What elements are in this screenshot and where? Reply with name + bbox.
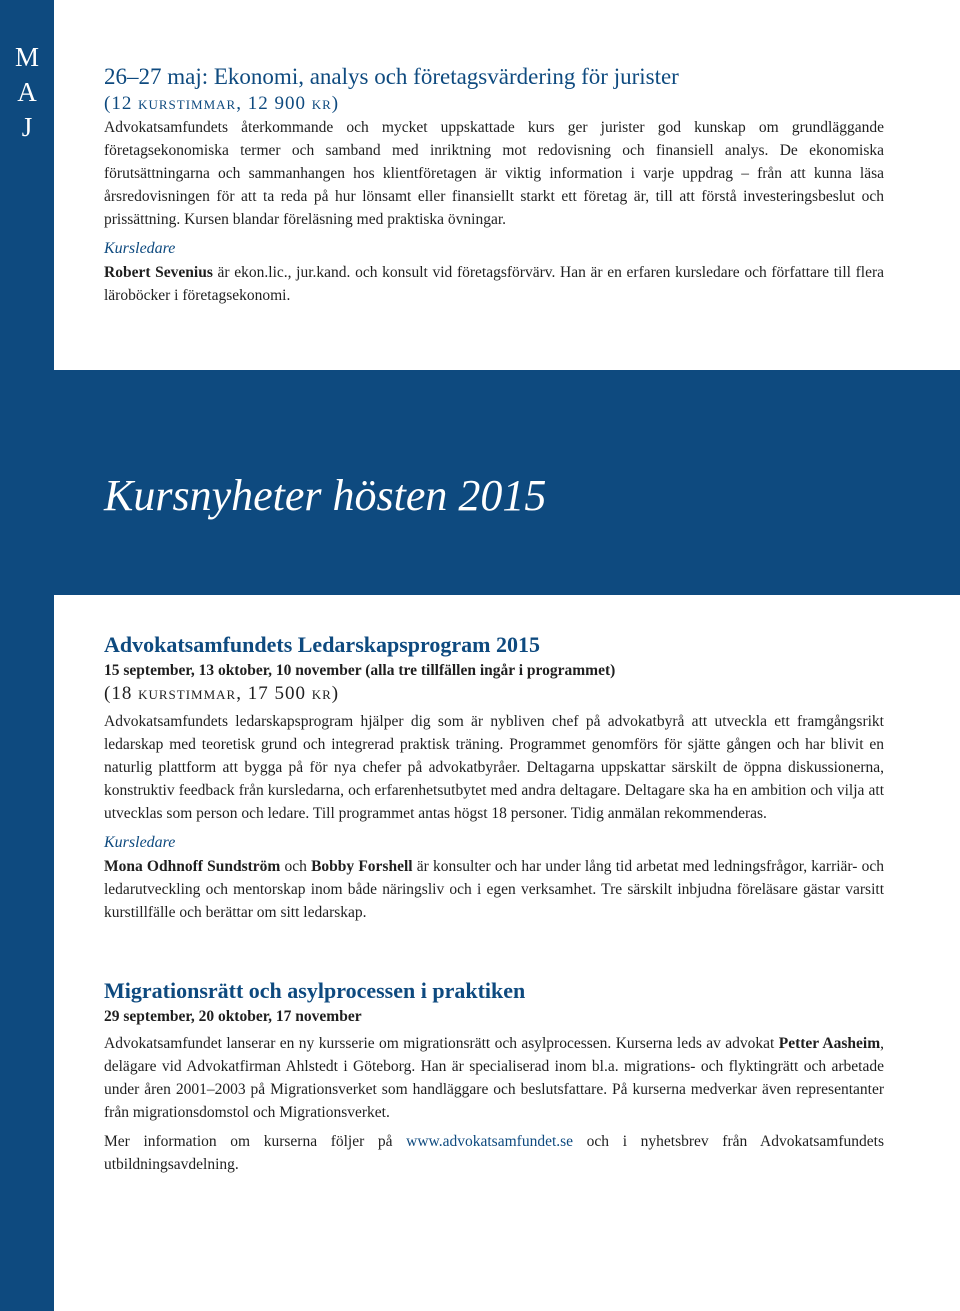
program-description: Advokatsamfundets ledarskapsprogram hjälper dig som är nybliven chef på advokatbyrå att utveckla ett framgångsrikt ledarskap med teoretisk grund och integrerad praktisk träning. Programmet genomförs för sjätte gången och har blivit en naturlig plattform att bygga på för nya chefer på advokatbyråer. Deltagarna uppskattar särskilt de öppna diskussionerna, konstruktiv feedback från kursledarna, och erfarenhetsutbytet med andra deltagare. Deltagare ska ha en ambition och vilja att utvecklas som person och ledare. Till programmet antas högst 18 personer. Tidig anmälan rekommenderas. — [104, 713, 884, 822]
program-title: Advokatsamfundets Ledarskapsprogram 2015 — [104, 632, 540, 657]
info-text: Mer information om kurserna följer på — [104, 1133, 407, 1150]
migration-info — [104, 1130, 884, 1176]
course-leader-heading: Kursledare — [104, 240, 176, 257]
migration-description — [104, 1032, 884, 1124]
info-text: och i nyhetsbrev från Advokatsamfundets utbildningsavdelning. — [104, 1133, 884, 1173]
month-letter: J — [21, 112, 33, 142]
program-leader-paragraph — [104, 855, 884, 924]
website-link[interactable]: www.advokatsamfundet.se — [406, 1133, 574, 1150]
course-title: 26–27 maj: Ekonomi, analys och företagsvärdering för jurister — [104, 64, 679, 89]
month-letters — [0, 40, 54, 145]
program-leader-heading: Kursledare — [104, 834, 176, 851]
leader-text: är konsulter och har under lång tid arbetat med ledningsfrågor, karriär- och ledarutveckling och mentorskap inom både näringsliv och i egen verksamhet. Tre särskilt inbjudna föreläsare gästar varsitt kurstillfälle och berättar om sitt ledarskap. — [104, 858, 885, 921]
leader-name: Petter Aasheim — [778, 1035, 881, 1052]
banner-band — [54, 370, 960, 595]
course-description: Advokatsamfundets återkommande och mycket uppskattade kurs ger jurister god kunskap om grundläggande företagsekonomiska termer och samband med inriktning mot redovisning och finansiell analys. De ekonomiska förutsättningarna och sammanhangen hos klientföretagen är viktig information i varje uppdrag – från att kunna läsa årsredovisningen för att ta reda på hur lönsamt eller finansiellt starkt ett företag är, till att förstå investeringsbeslut och prissättning. Kursen blandar föreläsning med praktiska övningar. — [104, 119, 884, 228]
leader-name: Robert Sevenius — [104, 264, 213, 281]
month-letter: M — [14, 42, 39, 72]
migration-title: Migrationsrätt och asylprocessen i praktiken — [104, 978, 526, 1003]
leader-name: Mona Odhnoff Sundström — [104, 858, 281, 875]
month-letter: A — [17, 77, 37, 107]
leader-text: är ekon.lic., jur.kand. och konsult vid företagsförvärv. Han är en erfaren kursledare och författare till flera läroböcker i företagsekonomi. — [104, 264, 884, 304]
course-ekonomi-section — [104, 62, 884, 307]
migration-text: Advokatsamfundet lanserar en ny kursserie om migrationsrätt och asylprocessen. Kurserna leds av advokat — [104, 1035, 779, 1052]
program-hours-price: (18 kurstimmar, 17 500 kr) — [104, 683, 340, 704]
month-side-tab — [0, 0, 54, 1311]
program-dates: 15 september, 13 oktober, 10 november (alla tre tillfällen ingår i programmet) — [104, 662, 616, 679]
leadership-program-section — [104, 630, 884, 924]
banner-title: Kursnyheter hösten 2015 — [104, 471, 547, 520]
migration-dates: 29 september, 20 oktober, 17 november — [104, 1008, 362, 1025]
course-hours-price: (12 kurstimmar, 12 900 kr) — [104, 93, 340, 114]
course-leader-paragraph — [104, 261, 884, 307]
migration-course-section — [104, 976, 884, 1176]
migration-text: , delägare vid Advokatfirman Ahlstedt i Göteborg. Han är specialiserad inom bl.a. migrations- och flyktingrätt och arbetade under åren 2001–2003 på Migrationsverket som handläggare och beslutsfattare. På kurserna medverkar även representanter från migrationsdomstol och Migrationsverket. — [104, 1035, 884, 1121]
leader-conjunction: och — [280, 858, 312, 875]
leader-name: Bobby Forshell — [311, 858, 413, 875]
